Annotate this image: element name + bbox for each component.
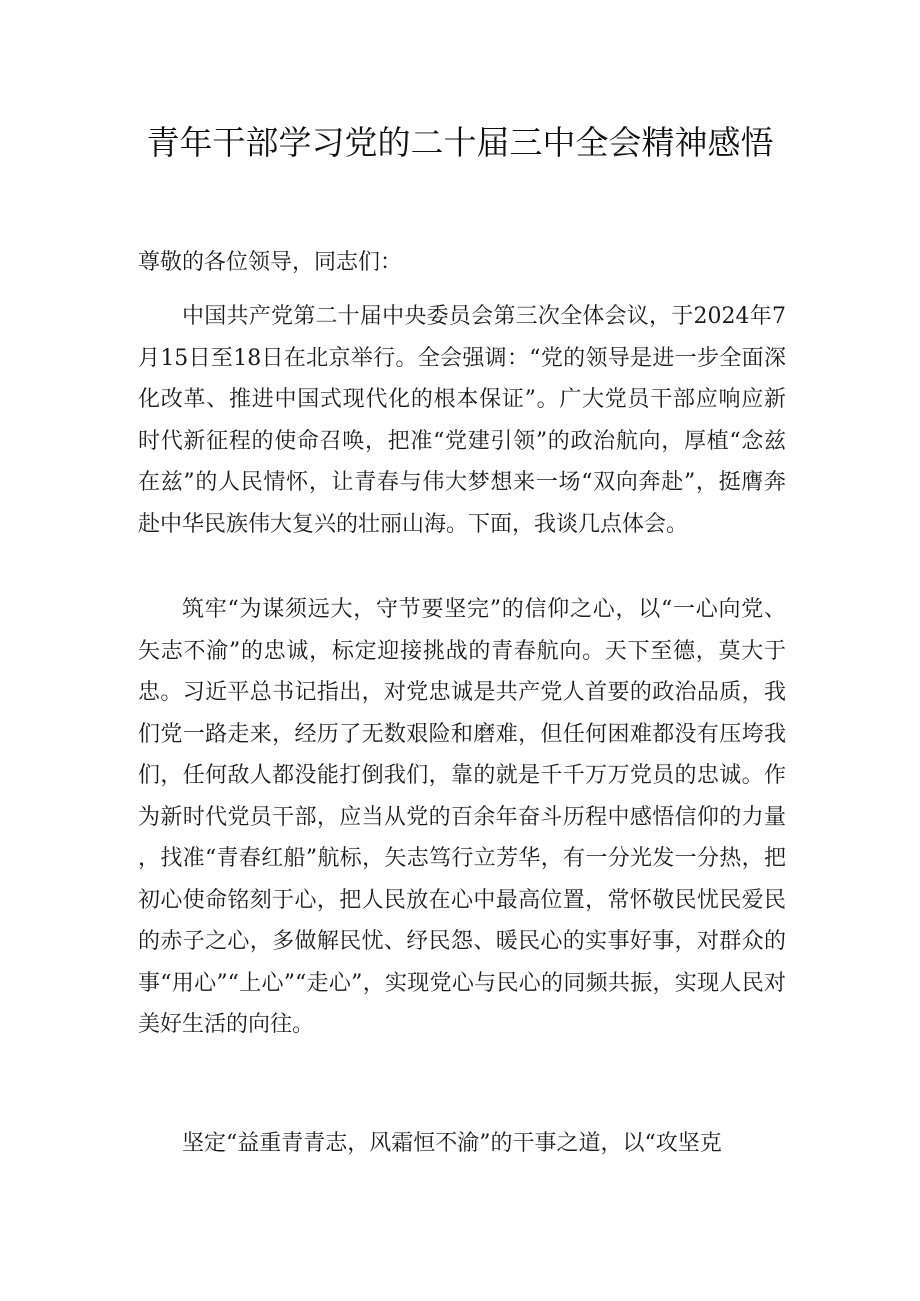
paragraph-2: 筑牢“为谋须远大，守节要坚完”的信仰之心，以“一心向党、矢志不渝”的忠诚，标定迎接挑战的青春航向。天下至德，莫大于忠。习近平总书记指出，对党忠诚是共产党人首要的政治品质，我们党一路走来，经历了无数艰险和磨难，但任何困难都没有压垮我们，任何敌人都没能打倒我们，靠的就是千千万万党员的忠诚。作为新时代党员干部，应当从党的百余年奋斗历程中感悟信仰的力量，找准“青春红船”航标，矢志笃行立芳华，有一分光发一分热，把初心使命铭刻于心，把人民放在心中最高位置，常怀敬民忧民爱民的赤子之心，多做解民忧、纾民怨、暖民心的实事好事，对群众的事“用心”“上心”“走心”，实现党心与民心的同频共振，实现人民对美好生活的向往。 (138, 597, 786, 1037)
paragraph-1: 中国共产党第二十届中央委员会第三次全体会议，于2024年7月15日至18日在北京举行。全会强调：“党的领导是进一步全面深化改革、推进中国式现代化的根本保证”。广大党员干部应响应新时代新征程的使命召唤，把准“党建引领”的政治航向，厚植“念兹在兹”的人民情怀，让青春与伟大梦想来一场“双向奔赴”，挺膺奔赴中华民族伟大复兴的壮丽山海。下面，我谈几点体会。 (138, 304, 786, 537)
paragraph-3: 坚定“益重青青志，风霜恒不渝”的干事之道，以“攻坚克 (182, 1131, 722, 1156)
document-title: 青年干部学习党的二十届三中全会精神感悟 (146, 123, 774, 162)
greeting: 尊敬的各位领导，同志们： (138, 250, 403, 275)
